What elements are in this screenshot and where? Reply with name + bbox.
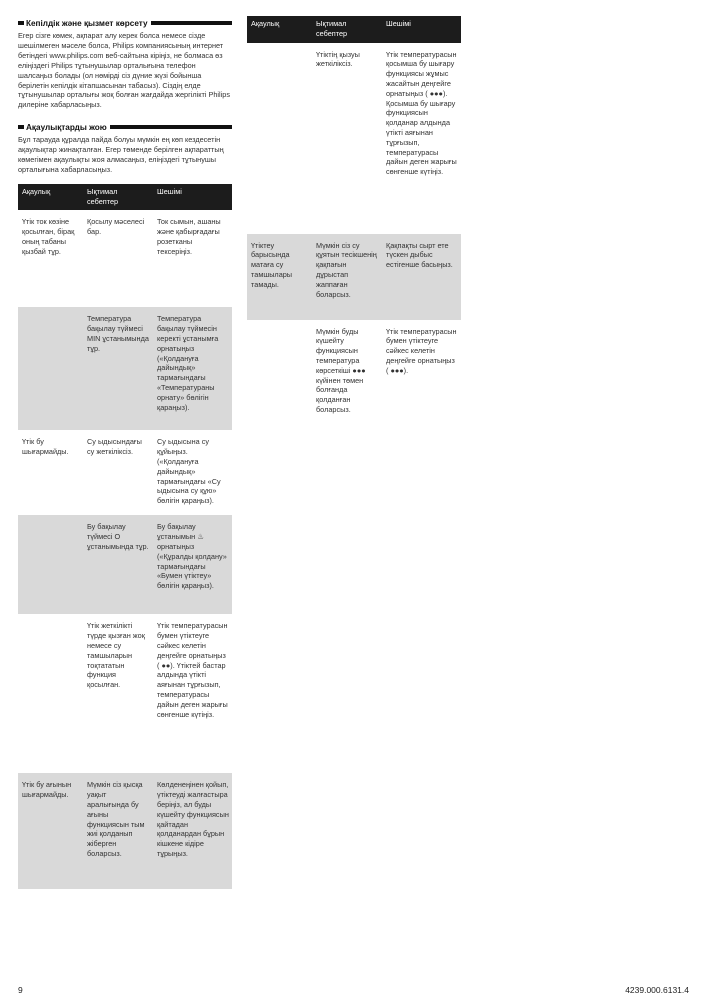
- row-cause: Мүмкін сіз қысқа уақыт аралығында бу ағыны функциясын тым жиі қолданып жіберген боларсыз.: [87, 780, 145, 859]
- table-row: [18, 430, 232, 515]
- table-header: [247, 16, 461, 43]
- table-header: [18, 184, 232, 211]
- row-problem: Үтіктеу барысында матаға су тамшылары тамады.: [251, 240, 293, 289]
- heading-bar-left: [18, 125, 24, 129]
- table-row: [247, 43, 461, 234]
- row-cause: Үтіктің қызуы жеткіліксіз.: [316, 49, 360, 69]
- row-problem: Үтік ток көзіне қосылған, бірақ оның табаны қызбай тұр.: [22, 217, 75, 256]
- header-problem: Ақаулық: [22, 186, 51, 196]
- row-cause: Мүмкін сіз су құятын тесікшенің қақпағын дұрыстап жаппаған боларсыз.: [316, 240, 377, 299]
- page-number: 9: [18, 985, 23, 995]
- row-cause: Қосылу мәселесі бар.: [87, 217, 145, 237]
- row-solution: Үтік температурасын бумен үтіктеуге сәйкес келетін деңгейге орнатыңыз ( ●●●).: [386, 326, 457, 375]
- troubleshooting-paragraph: Бұл тарауда құралда пайда болуы мүмкін ең көп кездесетін ақаулықтар жинақталған. Егер төменде берілген ақпараттың көмегімен ақаулықты жоя алмасаңыз, еліңіздегі тұтынушы орталығына хабарласыңыз.: [18, 135, 224, 174]
- heading-bar-right: [110, 125, 232, 129]
- row-solution: Қақпақты сырт ете түскен дыбыс естігенше басыңыз.: [386, 240, 453, 270]
- row-cause: Үтік жеткілікті түрде қызған жоқ немесе су тамшыларын тоқтататын функция қосылған.: [87, 621, 145, 690]
- table-row: [247, 234, 461, 320]
- row-solution: Үтік температурасын қосымша бу шығару функциясы жұмыс жасайтын деңгейге орнатыңыз ( ●●●). Қосымша бу шығару функциясын қолданар алдында үтікті аяғынан тұрғызып, температурасы дайын деген жарығы сөнгенше күтіңіз.: [386, 49, 457, 177]
- troubleshooting-table-left: [18, 184, 232, 890]
- document-code: 4239.000.6131.4: [625, 985, 689, 995]
- header-solution: Шешімі: [157, 186, 182, 196]
- row-problem: [18, 515, 83, 614]
- row-cause: Бу бақылау түймесі O ұстанымында тұр.: [87, 522, 149, 552]
- row-solution: Ток сымын, ашаны және қабырғадағы розетканы тексеріңіз.: [157, 217, 221, 256]
- header-cause: Ықтимал себептер: [316, 19, 348, 38]
- header-cause: Ықтимал себептер: [87, 186, 119, 206]
- row-problem: Үтік бу ағынын шығармайды.: [22, 780, 72, 800]
- row-problem: Үтік бу шығармайды.: [22, 437, 69, 457]
- row-problem: [18, 307, 83, 430]
- warranty-heading-text: Кепілдік және қызмет көрсету: [26, 18, 148, 28]
- row-problem: [247, 320, 312, 440]
- row-solution: Көлденеңінен қойып, үтіктеуді жалғастыра беріңіз, ал буды күшейту функциясын қайтадан қолданардан бұрын кішкене кідіре тұрыңыз.: [157, 780, 229, 859]
- troubleshooting-heading-text: Ақаулықтарды жою: [26, 122, 107, 132]
- row-solution: Су ыдысына су құйыңыз. («Қолдануға дайындық» тармағындағы «Су ыдысына су құю» бөлігін қараңыз).: [157, 437, 221, 506]
- warranty-paragraph: Егер сізге көмек, ақпарат алу керек болса немесе сізде шешілмеген мәселе болса, Philips компаниясының интернет бетіндегі www.philips.com веб-сайтына кіріңіз, не болмаса өз еліңіздегі Philips тұтынушылар орталығына телефон шалсаңыз болады (ол нөмірді сіз дүние жүзі бойынша берілетін кепілдік кітапшасынан табасыз). Сіздің елде тұтынушылар орталығы жоқ болған жағдайда жергілікті Philips дилеріне хабарласыңыз.: [18, 31, 230, 110]
- row-cause: Мүмкін буды күшейту функциясын температура көрсеткіші ●●● күйінен төмен болғанда қолданған боларсыз.: [316, 326, 366, 414]
- troubleshooting-table-right: [247, 16, 461, 440]
- troubleshooting-heading: [18, 122, 232, 132]
- row-cause: Температура бақылау түймесі MIN ұстанымында тұр.: [87, 314, 149, 353]
- row-problem: [18, 614, 83, 773]
- table-row: [18, 515, 232, 614]
- header-solution: Шешімі: [386, 19, 411, 28]
- row-solution: Үтік температурасын бумен үтіктеуге сәйкес келетін деңгейге орнатыңыз ( ●●). Үтіктей бастар алдында үтікті аяғынан тұрғызып, температурасы дайын деген жарығы сөнгенше күтіңіз.: [157, 621, 228, 719]
- table-row: [18, 210, 232, 307]
- table-row: [18, 773, 232, 889]
- warranty-heading: [18, 18, 232, 28]
- row-solution: Бу бақылау ұстанымын ♨ орнатыңыз («Құралды қолдану» тармағындағы «Бумен үтіктеу» бөлігін қараңыз).: [157, 522, 227, 591]
- header-problem: Ақаулық: [251, 19, 280, 28]
- row-solution: Температура бақылау түймесін керекті ұстанымға орнатыңыз («Қолдануға дайындық» тармағындағы «Температураны орнату» бөлігін қараңыз).: [157, 314, 219, 412]
- left-column: [18, 18, 232, 889]
- row-cause: Су ыдысындағы су жеткіліксіз.: [87, 437, 142, 457]
- row-problem: [247, 43, 312, 234]
- table-row: [18, 307, 232, 430]
- table-row: [247, 320, 461, 440]
- table-row: [18, 614, 232, 773]
- heading-bar-left: [18, 21, 24, 25]
- heading-bar-right: [151, 21, 232, 25]
- right-column: [247, 16, 461, 440]
